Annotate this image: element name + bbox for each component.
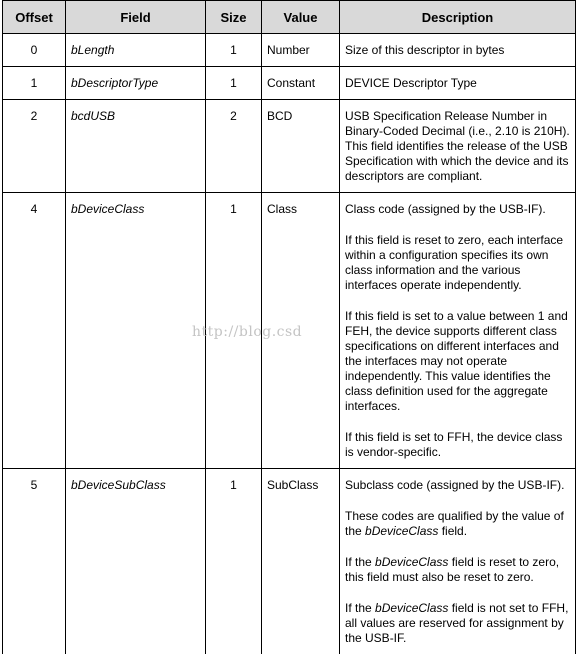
table-row [3, 34, 576, 67]
value-cell: Constant [262, 67, 340, 100]
size-cell: 1 [206, 469, 262, 654]
field-reference: bDeviceClass [365, 524, 438, 538]
description-cell [340, 67, 576, 100]
header-field: Field [66, 1, 206, 34]
offset-cell: 1 [3, 67, 66, 100]
header-value: Value [262, 1, 340, 34]
description-line: the interfaces may not operate [345, 354, 507, 368]
size-cell: 2 [206, 100, 262, 193]
offset-cell: 0 [3, 34, 66, 67]
field-cell: bDeviceClass [66, 193, 206, 469]
field-cell: bDeviceSubClass [66, 469, 206, 654]
description-paragraph [345, 233, 571, 293]
description-cell [340, 193, 576, 469]
description-line: this field must also be reset to zero. [345, 570, 534, 584]
description-paragraph [345, 309, 571, 414]
description-paragraph [345, 430, 571, 460]
description-paragraph [345, 76, 571, 91]
field-reference: bDeviceClass [375, 555, 448, 569]
description-paragraph [345, 43, 571, 58]
description-line: These codes are qualified by the value of [345, 509, 564, 523]
description-line: If this field is set to a value between 1 and [345, 309, 568, 323]
table-row [3, 469, 576, 654]
field-cell: bcdUSB [66, 100, 206, 193]
description-line: Binary-Coded Decimal (i.e., 2.10 is 210H). [345, 124, 570, 138]
field-cell: bLength [66, 34, 206, 67]
watermark-text: http://blog.csd [192, 324, 302, 340]
offset-cell: 2 [3, 100, 66, 193]
value-cell: Number [262, 34, 340, 67]
field-reference: bDeviceClass [375, 601, 448, 615]
description-line: If the bDeviceClass field is reset to zero, [345, 555, 559, 569]
description-line: If this field is set to FFH, the device class [345, 430, 562, 444]
size-cell: 1 [206, 34, 262, 67]
header-size: Size [206, 1, 262, 34]
description-cell [340, 34, 576, 67]
description-line: DEVICE Descriptor Type [345, 76, 477, 90]
description-paragraph [345, 109, 571, 184]
description-line: Size of this descriptor in bytes [345, 43, 504, 57]
description-line: all values are reserved for assignment by [345, 616, 564, 630]
table-row [3, 193, 576, 469]
table-row [3, 100, 576, 193]
offset-cell: 5 [3, 469, 66, 654]
description-line: independently. This value identifies the [345, 369, 551, 383]
field-cell: bDescriptorType [66, 67, 206, 100]
description-line: Class code (assigned by the USB-IF). [345, 202, 546, 216]
table-body [3, 34, 576, 654]
table-row [3, 67, 576, 100]
header-description: Description [340, 1, 576, 34]
description-line: This field identifies the release of the USB [345, 139, 568, 153]
header-offset: Offset [3, 1, 66, 34]
value-cell: BCD [262, 100, 340, 193]
description-paragraph [345, 509, 571, 539]
description-line: Subclass code (assigned by the USB-IF). [345, 478, 564, 492]
description-paragraph [345, 555, 571, 585]
description-line: If this field is reset to zero, each interface [345, 233, 563, 247]
description-cell [340, 469, 576, 654]
description-line: Specification with which the device and its [345, 154, 568, 168]
size-cell: 1 [206, 67, 262, 100]
description-line: interfaces. [345, 399, 400, 413]
description-line: the USB-IF. [345, 631, 406, 645]
description-line: interfaces operate independently. [345, 278, 522, 292]
description-paragraph [345, 478, 571, 493]
description-line: specifications on different interfaces and [345, 339, 559, 353]
offset-cell: 4 [3, 193, 66, 469]
usb-device-descriptor-table [2, 0, 576, 654]
header-row [3, 1, 576, 34]
description-line: the bDeviceClass field. [345, 524, 467, 538]
description-line: is vendor-specific. [345, 445, 441, 459]
description-line: FEH, the device supports different class [345, 324, 557, 338]
description-paragraph [345, 601, 571, 646]
description-line: class information and the various [345, 263, 520, 277]
value-cell: Class [262, 193, 340, 469]
value-cell: SubClass [262, 469, 340, 654]
description-cell [340, 100, 576, 193]
description-line: descriptors are compliant. [345, 169, 482, 183]
size-cell: 1 [206, 193, 262, 469]
description-line: within a configuration specifies its own [345, 248, 548, 262]
description-paragraph [345, 202, 571, 217]
description-line: USB Specification Release Number in [345, 109, 547, 123]
description-line: class definition used for the aggregate [345, 384, 548, 398]
description-line: If the bDeviceClass field is not set to FFH, [345, 601, 568, 615]
